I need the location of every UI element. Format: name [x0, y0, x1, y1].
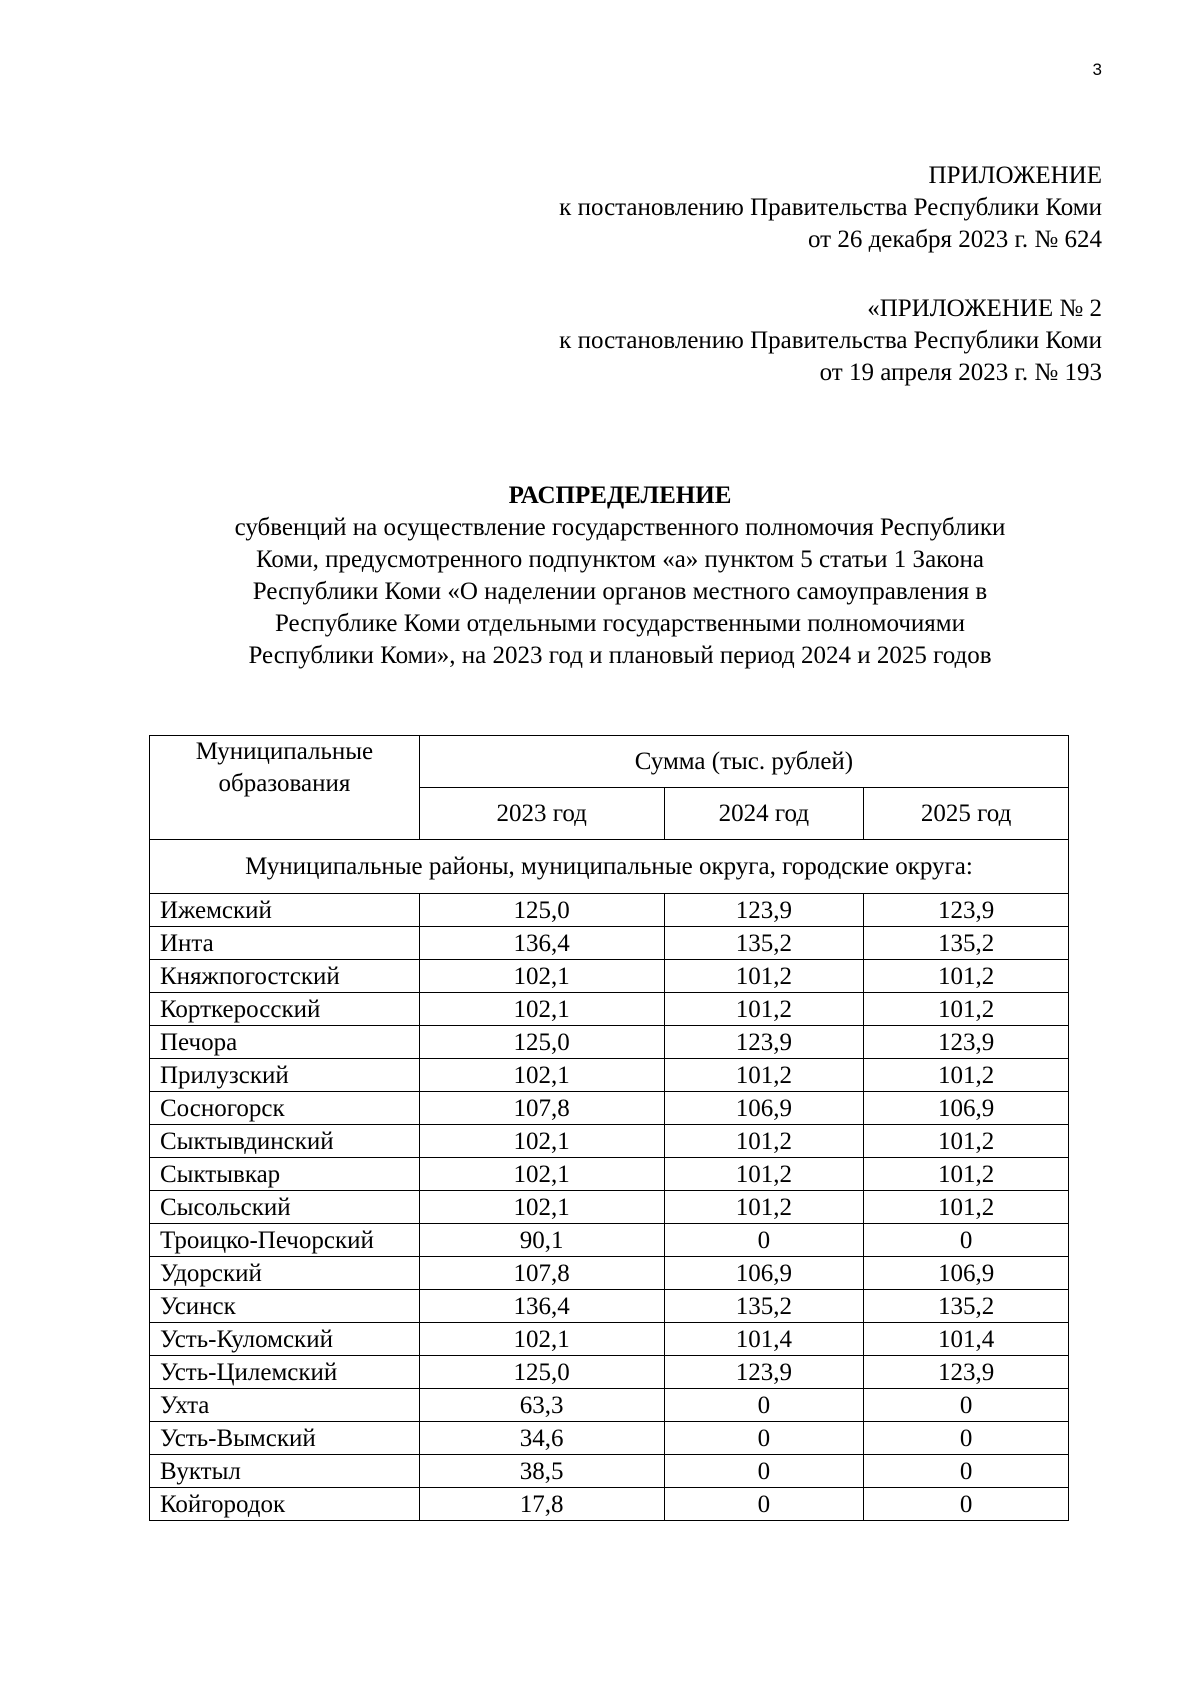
- value-2023: 17,8: [419, 1488, 664, 1521]
- row-name: Удорский: [150, 1257, 420, 1290]
- value-2025: 101,2: [864, 1059, 1069, 1092]
- header-year-2025: 2025 год: [864, 788, 1069, 840]
- table-row: [150, 1224, 1069, 1257]
- value-2023: 125,0: [419, 1026, 664, 1059]
- page-number: 3: [1092, 60, 1102, 79]
- value-2024: 135,2: [664, 1290, 864, 1323]
- value-2023: 102,1: [419, 1323, 664, 1356]
- row-name: Усть-Вымский: [150, 1422, 420, 1455]
- value-2023: 125,0: [419, 1356, 664, 1389]
- title-line: субвенций на осуществление государственного полномочия Республики: [234, 514, 1006, 541]
- value-2025: 101,2: [864, 1125, 1069, 1158]
- value-2024: 101,2: [664, 993, 864, 1026]
- document-title: [170, 480, 1070, 672]
- title-line: Коми, предусмотренного подпунктом «а» пунктом 5 статьи 1 Закона: [255, 546, 985, 573]
- value-2023: 102,1: [419, 993, 664, 1026]
- appendix-header: [559, 160, 1102, 256]
- value-2025: 123,9: [864, 1356, 1069, 1389]
- value-2023: 125,0: [419, 894, 664, 927]
- value-2025: 106,9: [864, 1257, 1069, 1290]
- value-2023: 102,1: [419, 1125, 664, 1158]
- table-row: [150, 1422, 1069, 1455]
- table-row: [150, 927, 1069, 960]
- row-name: Печора: [150, 1026, 420, 1059]
- value-2024: 0: [664, 1455, 864, 1488]
- value-2024: 0: [664, 1389, 864, 1422]
- value-2024: 101,2: [664, 960, 864, 993]
- row-name: Троицко-Печорский: [150, 1224, 420, 1257]
- value-2025: 106,9: [864, 1092, 1069, 1125]
- value-2023: 136,4: [419, 1290, 664, 1323]
- value-2024: 101,2: [664, 1059, 864, 1092]
- value-2025: 101,2: [864, 1158, 1069, 1191]
- row-name: Инта: [150, 927, 420, 960]
- value-2024: 0: [664, 1224, 864, 1257]
- row-name: Ухта: [150, 1389, 420, 1422]
- section-title: Муниципальные районы, муниципальные округа, городские округа:: [150, 840, 1069, 894]
- row-name: Сысольский: [150, 1191, 420, 1224]
- value-2024: 0: [664, 1488, 864, 1521]
- table-body: [150, 894, 1069, 1521]
- title-line: Республике Коми отдельными государственными полномочиями: [274, 610, 966, 637]
- row-name: Сыктывкар: [150, 1158, 420, 1191]
- value-2023: 102,1: [419, 1191, 664, 1224]
- table-row: [150, 1455, 1069, 1488]
- title-line: Республики Коми «О наделении органов местного самоуправления в: [252, 578, 988, 605]
- appendix-2-title: «ПРИЛОЖЕНИЕ № 2: [867, 295, 1102, 322]
- value-2025: 101,4: [864, 1323, 1069, 1356]
- row-name: Койгородок: [150, 1488, 420, 1521]
- value-2024: 123,9: [664, 1026, 864, 1059]
- value-2024: 101,2: [664, 1125, 864, 1158]
- title-line: Республики Коми», на 2023 год и плановый период 2024 и 2025 годов: [248, 642, 992, 669]
- header-year-2024: 2024 год: [664, 788, 864, 840]
- value-2023: 107,8: [419, 1257, 664, 1290]
- row-name: Вуктыл: [150, 1455, 420, 1488]
- table-row: [150, 960, 1069, 993]
- header-sum: Сумма (тыс. рублей): [419, 736, 1068, 788]
- table-row: [150, 1389, 1069, 1422]
- value-2024: 123,9: [664, 894, 864, 927]
- row-name: Усть-Куломский: [150, 1323, 420, 1356]
- table-row: [150, 1158, 1069, 1191]
- value-2024: 135,2: [664, 927, 864, 960]
- table-row: [150, 993, 1069, 1026]
- value-2025: 0: [864, 1389, 1069, 1422]
- table-row: [150, 1191, 1069, 1224]
- value-2023: 102,1: [419, 1059, 664, 1092]
- value-2023: 102,1: [419, 960, 664, 993]
- row-name: Ижемский: [150, 894, 420, 927]
- table-row: [150, 1323, 1069, 1356]
- value-2025: 0: [864, 1422, 1069, 1455]
- table-row: [150, 1356, 1069, 1389]
- table-row: [150, 1125, 1069, 1158]
- row-name: Прилузский: [150, 1059, 420, 1092]
- appendix-2-date: от 19 апреля 2023 г. № 193: [819, 359, 1102, 386]
- value-2023: 107,8: [419, 1092, 664, 1125]
- value-2025: 123,9: [864, 894, 1069, 927]
- table-row: [150, 1257, 1069, 1290]
- value-2023: 63,3: [419, 1389, 664, 1422]
- appendix-title: ПРИЛОЖЕНИЕ: [928, 162, 1102, 189]
- value-2023: 136,4: [419, 927, 664, 960]
- row-name: Сыктывдинский: [150, 1125, 420, 1158]
- row-name: Корткеросский: [150, 993, 420, 1026]
- title-heading: РАСПРЕДЕЛЕНИЕ: [508, 482, 732, 509]
- value-2025: 0: [864, 1455, 1069, 1488]
- value-2025: 0: [864, 1488, 1069, 1521]
- table-row: [150, 1026, 1069, 1059]
- value-2025: 135,2: [864, 1290, 1069, 1323]
- header-year-2023: 2023 год: [419, 788, 664, 840]
- row-name: Сосногорск: [150, 1092, 420, 1125]
- value-2024: 101,2: [664, 1191, 864, 1224]
- row-name: Княжпогостский: [150, 960, 420, 993]
- table-row: [150, 1059, 1069, 1092]
- appendix-2-reference: к постановлению Правительства Республики Коми: [559, 327, 1102, 354]
- table-row: [150, 894, 1069, 927]
- table-row: [150, 1092, 1069, 1125]
- value-2025: 101,2: [864, 960, 1069, 993]
- table-row: [150, 1488, 1069, 1521]
- value-2024: 106,9: [664, 1257, 864, 1290]
- value-2025: 135,2: [864, 927, 1069, 960]
- value-2023: 34,6: [419, 1422, 664, 1455]
- row-name: Усинск: [150, 1290, 420, 1323]
- appendix-reference: к постановлению Правительства Республики Коми: [559, 194, 1102, 221]
- value-2023: 38,5: [419, 1455, 664, 1488]
- value-2024: 101,4: [664, 1323, 864, 1356]
- distribution-table: [149, 735, 1069, 1521]
- header-municipalities: Муниципальные образования: [150, 736, 420, 840]
- value-2025: 123,9: [864, 1026, 1069, 1059]
- value-2025: 0: [864, 1224, 1069, 1257]
- appendix-date: от 26 декабря 2023 г. № 624: [807, 226, 1102, 253]
- value-2024: 101,2: [664, 1158, 864, 1191]
- value-2023: 90,1: [419, 1224, 664, 1257]
- table-row: [150, 1290, 1069, 1323]
- value-2024: 106,9: [664, 1092, 864, 1125]
- appendix-2-header: [559, 293, 1102, 389]
- value-2025: 101,2: [864, 1191, 1069, 1224]
- value-2024: 0: [664, 1422, 864, 1455]
- row-name: Усть-Цилемский: [150, 1356, 420, 1389]
- value-2024: 123,9: [664, 1356, 864, 1389]
- value-2023: 102,1: [419, 1158, 664, 1191]
- value-2025: 101,2: [864, 993, 1069, 1026]
